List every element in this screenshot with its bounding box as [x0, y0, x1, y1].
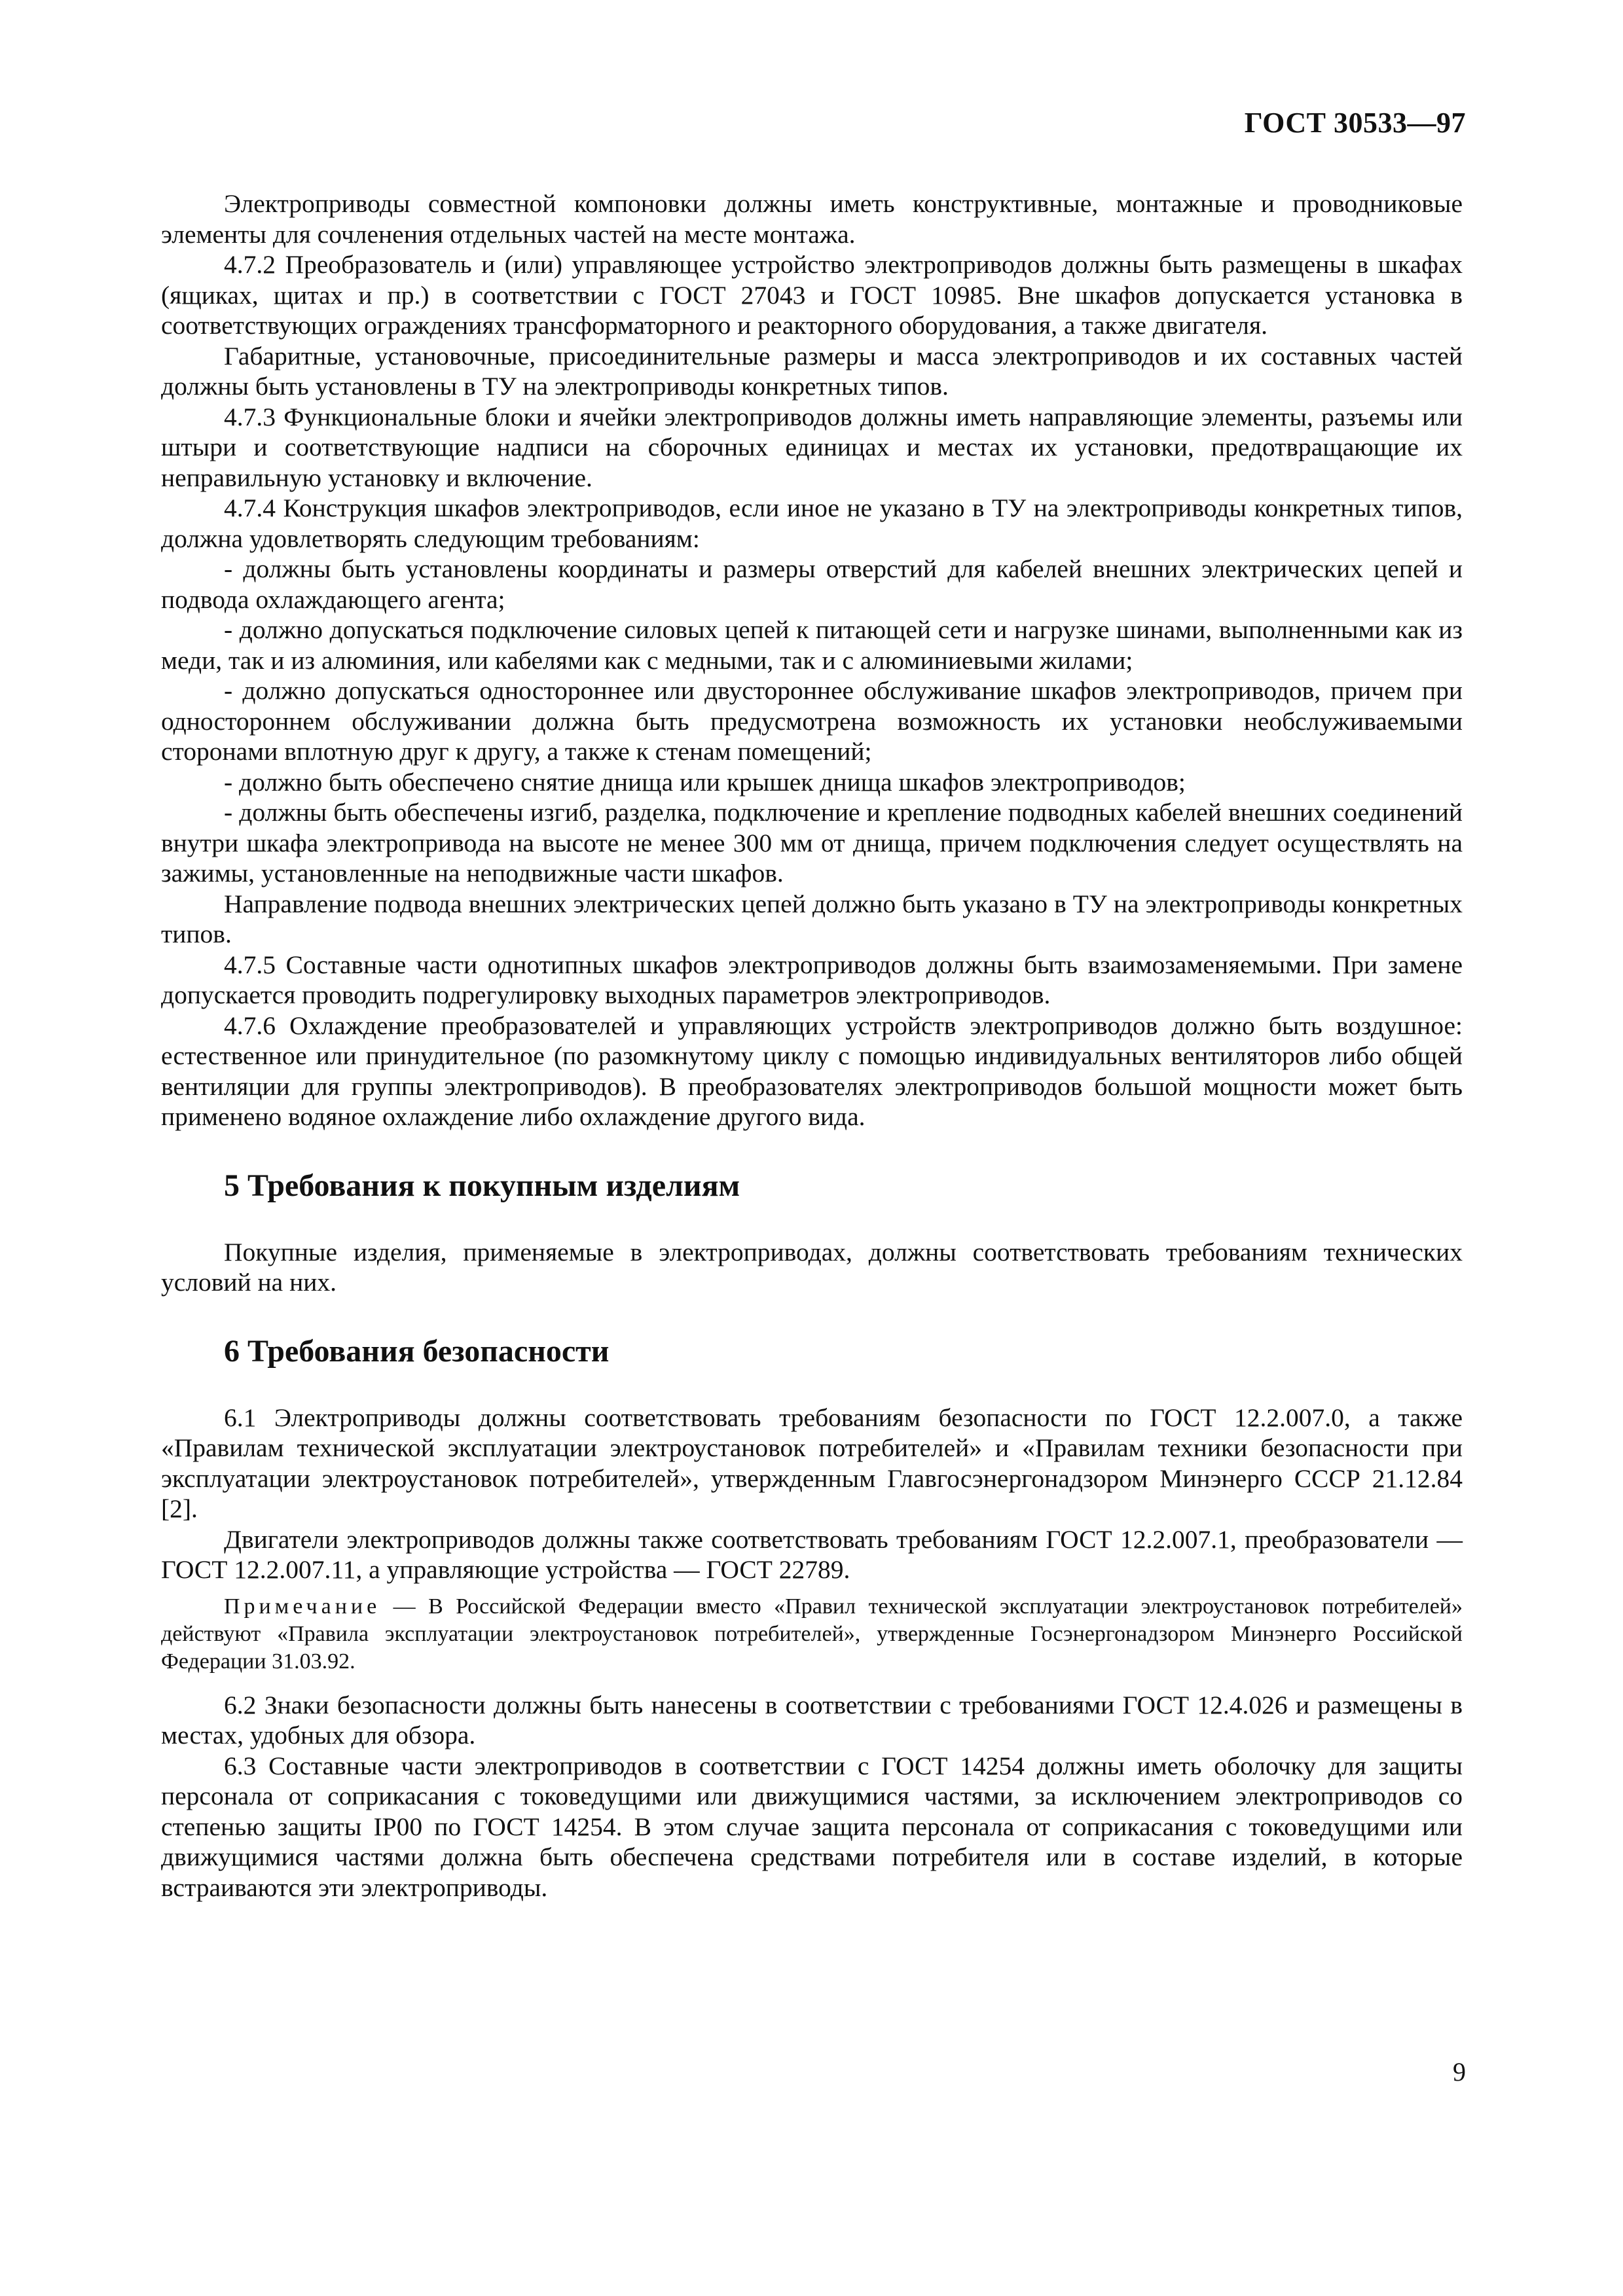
document-code: ГОСТ 30533—97 — [1244, 107, 1466, 139]
paragraph-6-1: 6.1 Электроприводы должны соответствовать требованиям безопасности по ГОСТ 12.2.007.0, а также «Правилам технической эксплуатации электроустановок потребителей» и «Правилам техники безопасности при эксплуатации электроустановок потребителей», утвержденным Главгосэнергонадзором Минэнерго СССР 21.12.84 [2]. — [161, 1403, 1463, 1523]
page-content — [161, 188, 1463, 1903]
paragraph-4-7-5: 4.7.5 Составные части однотипных шкафов электроприводов должны быть взаимозаменяемыми. При замене допускается проводить подрегулировку выходных параметров электроприводов. — [161, 950, 1463, 1009]
paragraph: Электроприводы совместной компоновки должны иметь конструктивные, монтажные и проводниковые элементы для сочленения отдельных частей на месте монтажа. — [161, 189, 1463, 249]
paragraph-4-7-3: 4.7.3 Функциональные блоки и ячейки электроприводов должны иметь направляющие элементы, разъемы или штыри и соответствующие надписи на сборочных единицах и местах их установки, предотвращающие их неправильную установку и включение. — [161, 402, 1463, 492]
list-item: - должны быть установлены координаты и размеры отверстий для кабелей внешних электрических цепей и подвода охлаждающего агента; — [161, 554, 1463, 614]
note — [161, 1593, 1463, 1676]
paragraph: Габаритные, установочные, присоединительные размеры и масса электроприводов и их составных частей должны быть установлены в ТУ на электроприводы конкретных типов. — [161, 341, 1463, 401]
note-text: — В Российской Федерации вместо «Правил технической эксплуатации электроустановок потребителей» действуют «Правила эксплуатации электроустановок потребителей», утвержденные Госэнергонадзором Минэнерго Российской Федерации 31.03.92. — [161, 1594, 1463, 1674]
paragraph-4-7-2: 4.7.2 Преобразователь и (или) управляющее устройство электроприводов должны быть размещены в шкафах (ящиках, щитах и пр.) в соответствии с ГОСТ 27043 и ГОСТ 10985. Вне шкафов допускается установка в соответствующих ограждениях трансформаторного и реакторного оборудования, а также двигателя. — [161, 250, 1463, 340]
note-label: Примечание — [224, 1594, 381, 1619]
section-5-text: Покупные изделия, применяемые в электроприводах, должны соответствовать требованиям технических условий на них. — [161, 1237, 1463, 1297]
paragraph: Направление подвода внешних электрических цепей должно быть указано в ТУ на электроприводы конкретных типов. — [161, 889, 1463, 948]
page-number: 9 — [1453, 2057, 1466, 2087]
list-item: - должно быть обеспечено снятие днища или крышек днища шкафов электроприводов; — [224, 767, 1186, 797]
paragraph-4-7-4: 4.7.4 Конструкция шкафов электроприводов, если иное не указано в ТУ на электроприводы конкретных типов, должна удовлетворять следующим требованиям: — [161, 493, 1463, 553]
paragraph-6-2: 6.2 Знаки безопасности должны быть нанесены в соответствии с требованиями ГОСТ 12.4.026 и размещены в местах, удобных для обзора. — [161, 1690, 1463, 1749]
list-item: - должны быть обеспечены изгиб, разделка, подключение и крепление подводных кабелей внешних соединений внутри шкафа электропривода на высоте не менее 300 мм от днища, причем подключения следует осуществлять на зажимы, установленные на неподвижные части шкафов. — [161, 798, 1463, 888]
list-item: - должно допускаться подключение силовых цепей к питающей сети и нагрузке шинами, выполненными как из меди, так и из алюминия, или кабелями как с медными, так и с алюминиевыми жилами; — [161, 615, 1463, 675]
section-heading-6: 6 Требования безопасности — [224, 1333, 610, 1369]
paragraph-4-7-6: 4.7.6 Охлаждение преобразователей и управляющих устройств электроприводов должно быть воздушное: естественное или принудительное (по разомкнутому циклу с помощью индивидуальных вентиляторов либо общей вентиляции для группы электроприводов). В преобразователях электроприводов большой мощности может быть применено водяное охлаждение либо охлаждение другого вида. — [161, 1011, 1463, 1131]
paragraph-6-3: 6.3 Составные части электроприводов в соответствии с ГОСТ 14254 должны иметь оболочку для защиты персонала от соприкасания с токоведущими или движущимися частями, за исключением электроприводов со степенью защиты IP00 по ГОСТ 14254. В этом случае защита персонала от соприкасания с токоведущими или движущимися частями должна быть обеспечена средствами потребителя или в составе изделий, в которые встраиваются эти электроприводы. — [161, 1751, 1463, 1902]
paragraph: Двигатели электроприводов должны также соответствовать требованиям ГОСТ 12.2.007.1, преобразователи — ГОСТ 12.2.007.11, а управляющие устройства — ГОСТ 22789. — [161, 1524, 1463, 1584]
section-heading-5: 5 Требования к покупным изделиям — [224, 1168, 740, 1203]
list-item: - должно допускаться одностороннее или двустороннее обслуживание шкафов электроприводов, причем при одностороннем обслуживании должна быть предусмотрена возможность их установки необслуживаемыми сторонами вплотную друг к другу, а также к стенам помещений; — [161, 676, 1463, 766]
